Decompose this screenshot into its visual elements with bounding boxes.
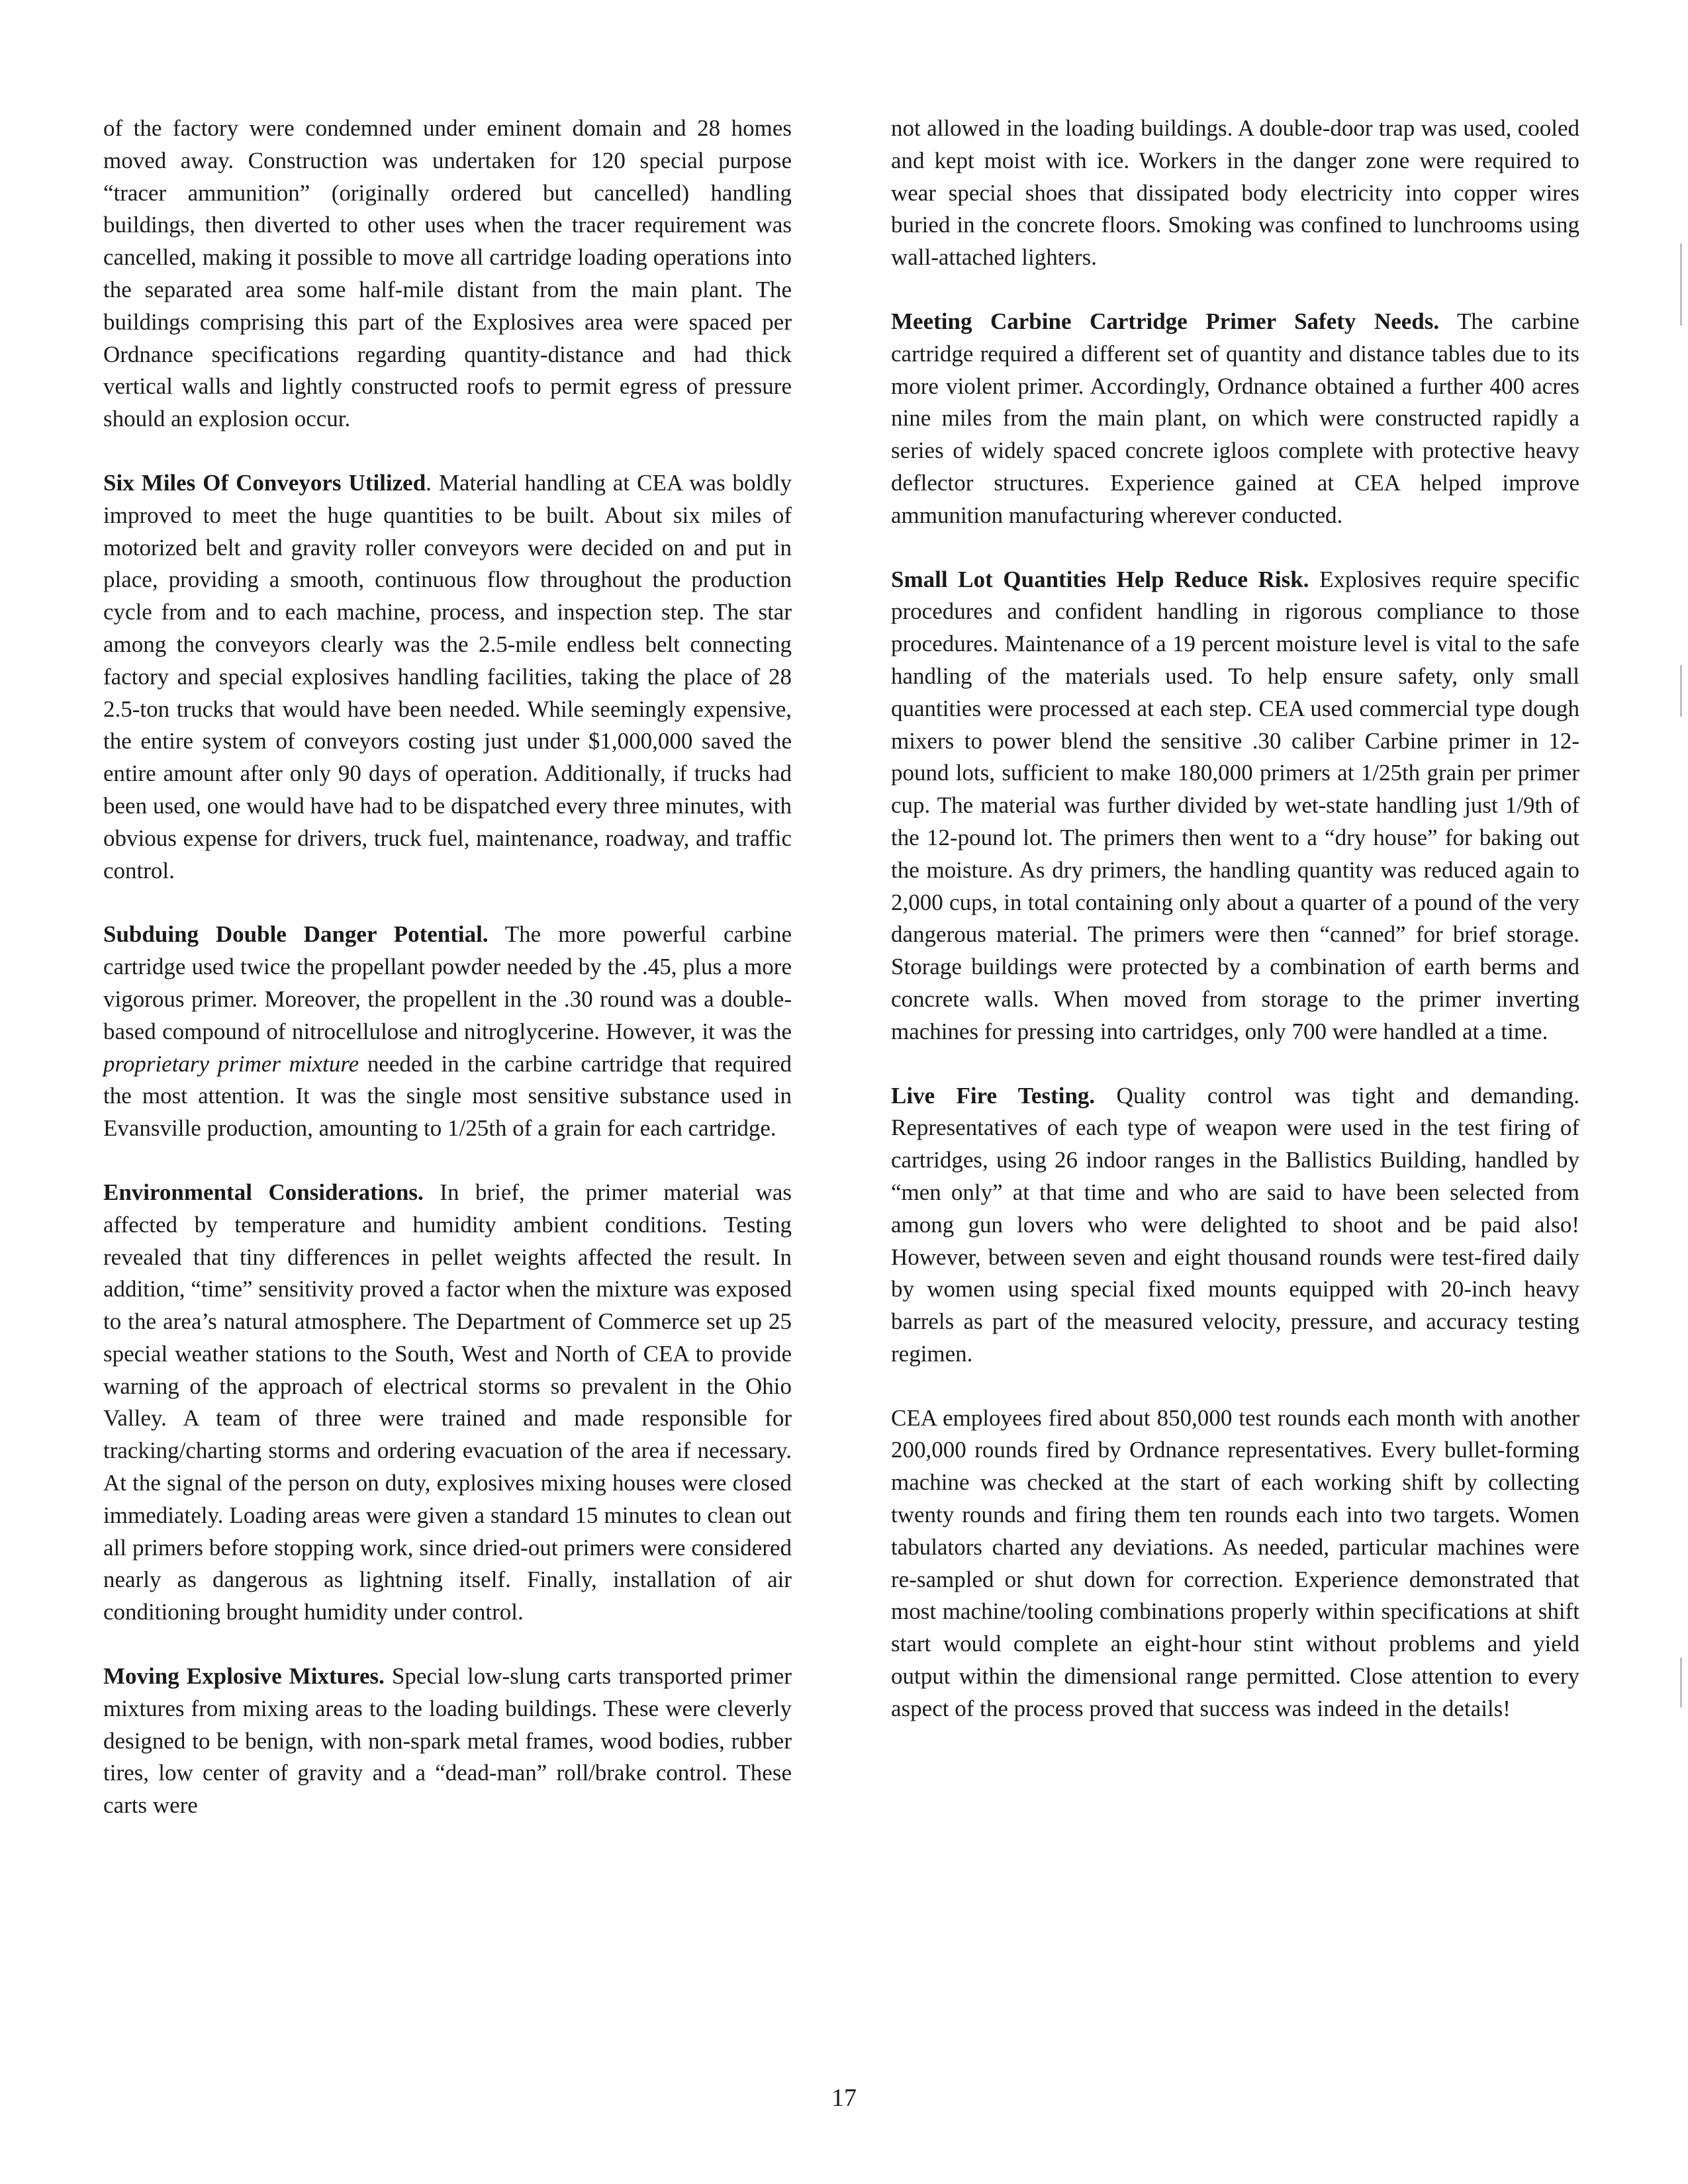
section-heading-live-fire: Live Fire Testing. — [891, 1082, 1096, 1109]
scan-margin-mark — [1680, 244, 1682, 326]
right-paragraph-1 — [891, 113, 1579, 274]
paragraph-text: needed in the carbine cartridge that required the most attention. It was the single most sensitive substance used in Evansville production, amounting to 1/25th of a grain for each cartridge. — [103, 1050, 792, 1142]
scan-margin-mark — [1680, 1658, 1682, 1707]
left-paragraph-5 — [103, 1661, 792, 1822]
paragraph-text: not allowed in the loading buildings. A double-door trap was used, cooled and kept moist with ice. Workers in the danger zone were required to wear special shoes that dissipated body electricity into copper wires buried in the concrete floors. Smoking was confined to lunchrooms using wall-attached lighters. — [891, 115, 1579, 271]
right-paragraph-4 — [891, 1080, 1579, 1371]
paragraph-text: Special low-slung carts transported primer mixtures from mixing areas to the loading buildings. These were cleverly designed to be benign, with non-spark metal frames, wood bodies, rubber tires, low center of gravity and a “dead-man” roll/brake control. These carts were — [103, 1663, 792, 1819]
section-heading-environmental: Environmental Considerations. — [103, 1179, 424, 1205]
scan-margin-mark — [1680, 665, 1682, 717]
left-paragraph-3 — [103, 919, 792, 1145]
paragraph-text: The carbine cartridge required a different set of quantity and distance tables due to its more violent primer. Accordingly, Ordnance obtained a further 400 acres nine miles from the main plant, on which were constructed rapidly a series of widely spaced concrete igloos complete with protective heavy deflector structures. Experience gained at CEA helped improve ammunition manufacturing wherever conducted. — [891, 308, 1579, 528]
paragraph-text: . Material handling at CEA was boldly improved to meet the huge quantities to be built. About six miles of motorized belt and gravity roller conveyors were decided on and put in place, providing a smooth, continuous flow throughout the production cycle from and to each machine, process, and inspection step. The star among the conveyors clearly was the 2.5-mile endless belt connecting factory and special explosives handling facilities, taking the place of 28 2.5-ton trucks that would have been needed. While seemingly expensive, the entire system of conveyors costing just under $1,000,000 saved the entire amount after only 90 days of operation. Additionally, if trucks had been used, one would have had to be dispatched every three minutes, with obvious expense for drivers, truck fuel, maintenance, roadway, and traffic control. — [103, 469, 792, 884]
paragraph-text: CEA employees fired about 850,000 test rounds each month with another 200,000 rounds fired by Ordnance representatives. Every bullet-forming machine was checked at the start of each working shift by collecting twenty rounds and firing them ten rounds each into two targets. Women tabulators charted any deviations. As needed, particular machines were re-sampled or shut down for correction. Experience demonstrated that most machine/tooling combinations properly within specifications at shift start would complete an eight-hour stint without problems and yield output within the dimensional range permitted. Close attention to every aspect of the process proved that success was indeed in the details! — [891, 1404, 1579, 1721]
italic-phrase: proprietary primer mixture — [103, 1050, 359, 1077]
section-heading-small-lot: Small Lot Quantities Help Reduce Risk. — [891, 566, 1309, 592]
paragraph-text: Quality control was tight and demanding. Representatives of each type of weapon were used in the test firing of cartridges, using 26 indoor ranges in the Ballistics Building, handled by “men only” at that time and who are said to have been selected from among gun lovers who were delighted to shoot and be paid also! However, between seven and eight thousand rounds were test-fired daily by women using special fixed mounts equipped with 20-inch heavy barrels as part of the measured velocity, pressure, and accuracy testing regimen. — [891, 1082, 1579, 1367]
paragraph-text: Explosives require specific procedures and confident handling in rigorous compliance to those procedures. Maintenance of a 19 percent moisture level is vital to the safe handling of the materials used. To help ensure safety, only small quantities were processed at each step. CEA used commercial type dough mixers to power blend the sensitive .30 caliber Carbine primer in 12-pound lots, sufficient to make 180,000 primers at 1/25th grain per primer cup. The material was further divided by wet-state handling just 1/9th of the 12-pound lot. The primers then went to a “dry house” for baking out the moisture. As dry primers, the handling quantity was reduced again to 2,000 cups, in total containing only about a quarter of a pound of the very dangerous material. The primers were then “canned” for brief storage. Storage buildings were protected by a combination of earth berms and concrete walls. When moved from storage to the primer inverting machines for pressing into cartridges, only 700 were handled at a time. — [891, 566, 1579, 1044]
right-column — [891, 113, 1579, 1757]
left-paragraph-2 — [103, 467, 792, 887]
left-paragraph-1 — [103, 113, 792, 435]
section-heading-carbine-primer: Meeting Carbine Cartridge Primer Safety Needs. — [891, 308, 1440, 334]
page-number: 17 — [831, 2084, 857, 2112]
section-heading-double-danger: Subduing Double Danger Potential. — [103, 921, 489, 948]
paragraph-text: of the factory were condemned under eminent domain and 28 homes moved away. Construction was undertaken for 120 special purpose “tracer ammunition” (originally ordered but cancelled) handling buildings, then diverted to other uses when the tracer requirement was cancelled, making it possible to move all cartridge loading operations into the separated area some half-mile distant from the main plant. The buildings comprising this part of the Explosives area were spaced per Ordnance specifications regarding quantity-distance and had thick vertical walls and lightly constructed roofs to permit egress of pressure should an explosion occur. — [103, 115, 792, 432]
left-paragraph-4 — [103, 1177, 792, 1629]
left-column — [103, 113, 792, 1854]
right-paragraph-3 — [891, 564, 1579, 1048]
paragraph-text: The more powerful carbine cartridge used twice the propellant powder needed by the .45, plus a more vigorous primer. Moreover, the propellent in the .30 round was a double-based compound of nitrocellulose and nitroglycerine. However, it was the — [103, 921, 792, 1044]
right-paragraph-5 — [891, 1402, 1579, 1725]
section-heading-moving-mixtures: Moving Explosive Mixtures. — [103, 1663, 385, 1690]
paragraph-text: In brief, the primer material was affected by temperature and humidity ambient conditions. Testing revealed that tiny differences in pellet weights affected the result. In addition, “time” sensitivity proved a factor when the mixture was exposed to the area’s natural atmosphere. The Department of Commerce set up 25 special weather stations to the South, West and North of CEA to provide warning of the approach of electrical storms so prevalent in the Ohio Valley. A team of three were trained and made responsible for tracking/charting storms and ordering evacuation of the area if necessary. At the signal of the person on duty, explosives mixing houses were closed immediately. Loading areas were given a standard 15 minutes to clean out all primers before stopping work, since dried-out primers were considered nearly as dangerous as lightning itself. Finally, installation of air conditioning brought humidity under control. — [103, 1179, 792, 1625]
section-heading-conveyors: Six Miles Of Conveyors Utilized — [103, 469, 426, 496]
right-paragraph-2 — [891, 306, 1579, 532]
